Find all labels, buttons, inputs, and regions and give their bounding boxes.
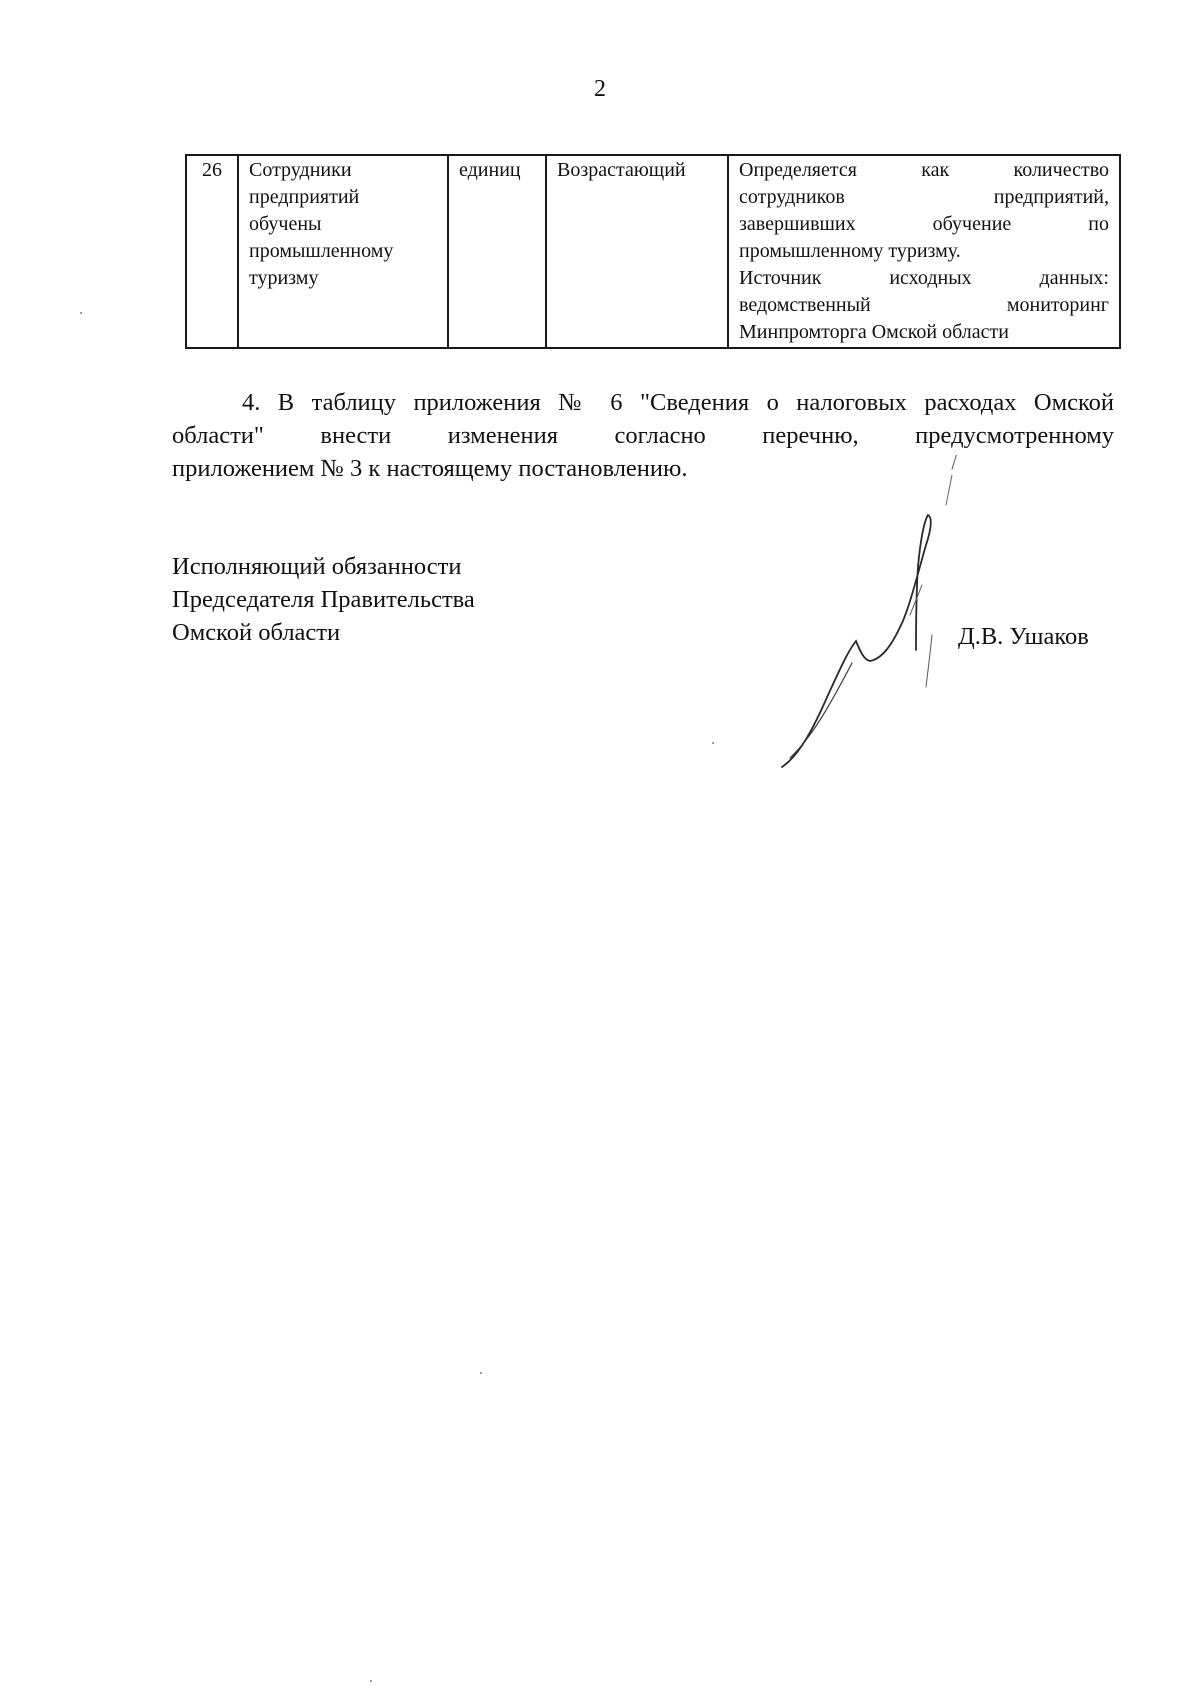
method-line: сотрудников предприятий,: [739, 186, 1109, 208]
indicator-table: [185, 154, 1121, 349]
indicator-name-line: предприятий: [249, 186, 360, 208]
signatory-name: Д.В. Ушаков: [958, 623, 1089, 650]
method-line: Минпромторга Омской области: [739, 321, 1009, 343]
indicator-name-line: промышленному: [249, 240, 394, 262]
indicator-name-line: туризму: [249, 267, 319, 289]
indicator-name-line: обучены: [249, 213, 322, 235]
scan-speck: [370, 1680, 372, 1682]
indicator-name-line: Сотрудники: [249, 159, 352, 181]
method-line: завершивших обучение по: [739, 213, 1109, 235]
indicator-name-cell: [238, 155, 448, 348]
scan-speck: [480, 1372, 482, 1374]
signatory-position-line: Председателя Правительства: [172, 586, 475, 613]
signatory-position-line: Омской области: [172, 619, 341, 646]
paragraph-line: приложением № 3 к настоящему постановлению.: [172, 455, 688, 482]
paragraph-line: 4. В таблицу приложения № 6 "Сведения о налоговых расходах Омской: [242, 389, 1114, 416]
scan-speck: [80, 312, 82, 314]
method-cell: [728, 155, 1120, 348]
unit-cell: единиц: [448, 155, 546, 348]
row-number-cell: 26: [186, 155, 238, 348]
scan-speck: [712, 742, 714, 744]
method-line: промышленному туризму.: [739, 240, 961, 262]
table-row: [186, 155, 1120, 348]
method-line: Источник исходных данных:: [739, 267, 1109, 289]
method-line: ведомственный мониторинг: [739, 294, 1109, 316]
trend-cell: Возрастающий: [546, 155, 728, 348]
signatory-position: [172, 550, 475, 649]
paragraph-line: области" внести изменения согласно перечню, предусмотренному: [172, 422, 1114, 449]
signatory-position-line: Исполняющий обязанности: [172, 553, 462, 580]
method-line: Определяется как количество: [739, 159, 1109, 181]
page-number: 2: [594, 76, 606, 102]
